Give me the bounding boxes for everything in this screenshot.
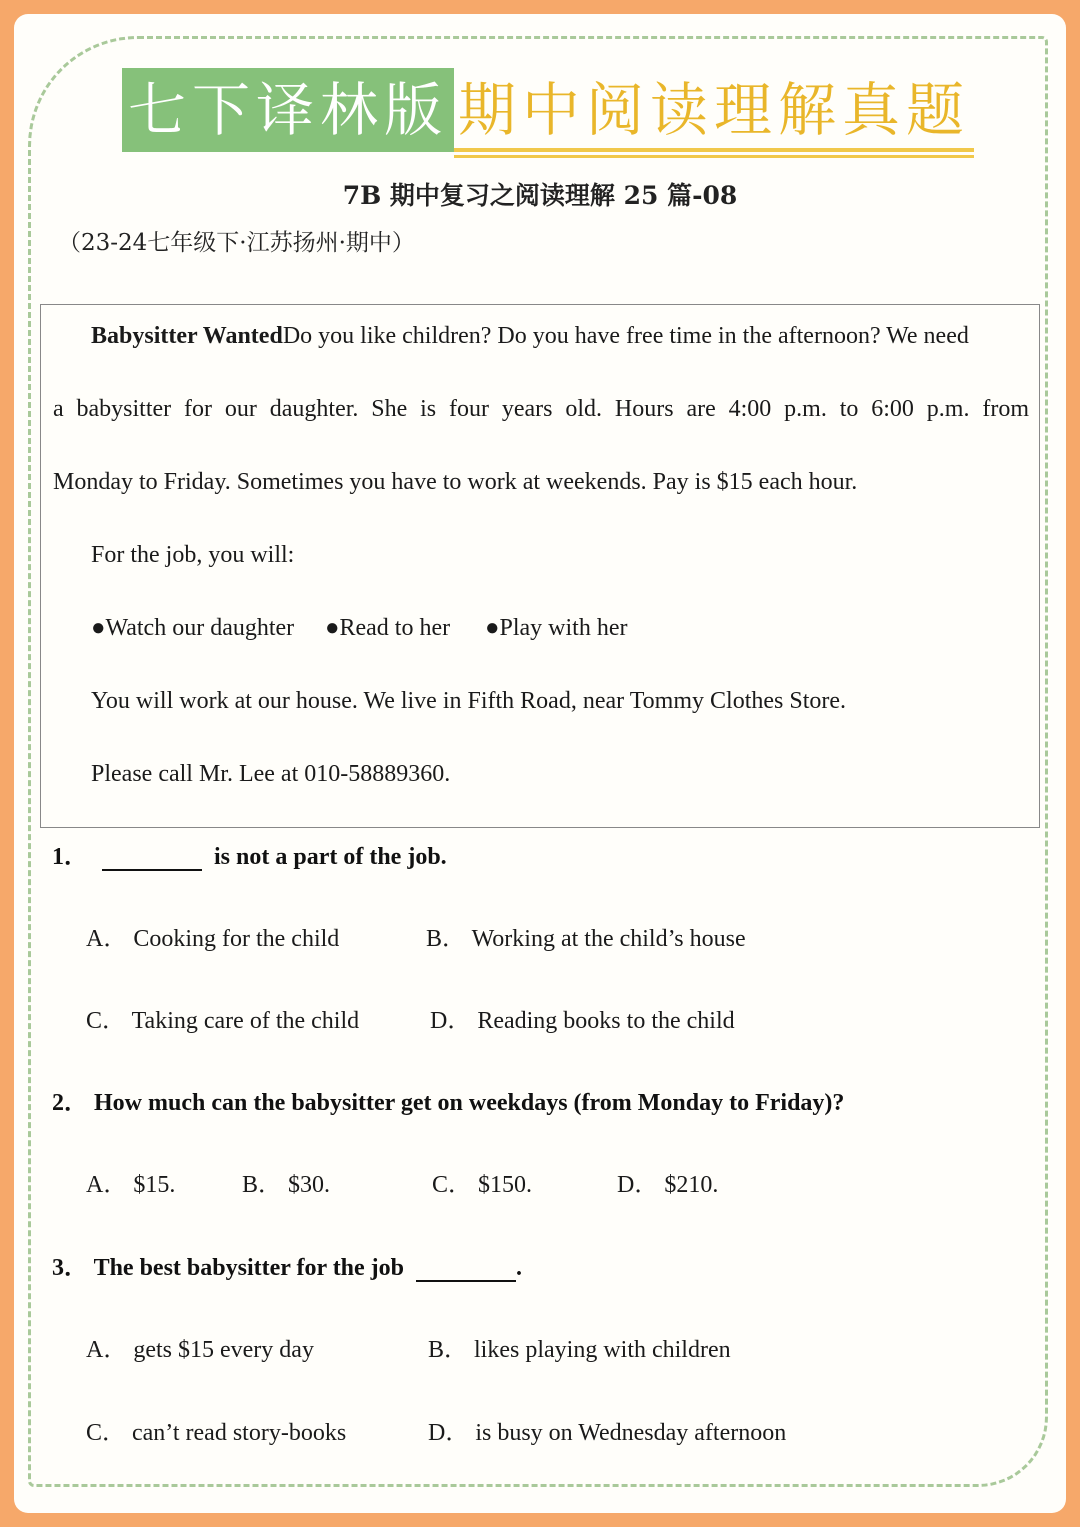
source-label: （23-24七年级下·江苏扬州·期中） — [58, 230, 415, 256]
duty-item: ●Watch our daughter — [91, 615, 295, 641]
title-green-part: 七下译林版 — [122, 68, 454, 152]
option-d[interactable]: D． $210. — [617, 1172, 719, 1198]
option-d[interactable]: D． Reading books to the child — [430, 1008, 735, 1034]
passage-box — [40, 304, 1040, 828]
question-text: is not a part of the job. — [214, 844, 447, 870]
passage-location: You will work at our house. We live in Fifth Road, near Tommy Clothes Store. — [91, 688, 847, 714]
option-a[interactable]: A． Cooking for the child — [86, 926, 340, 952]
question-3 — [52, 1247, 522, 1282]
question-number: 2． — [52, 1090, 88, 1116]
duty-item: ●Play with her — [485, 615, 628, 641]
subtitle: 7B 期中复习之阅读理解 25 篇-08 — [342, 181, 738, 210]
passage-heading: Babysitter Wanted — [91, 323, 283, 349]
passage-line-1-text: Do you like children? Do you have free time in the afternoon? We need — [282, 323, 969, 349]
question-text: The best babysitter for the job — [93, 1255, 405, 1281]
duty-item: ●Read to her — [325, 615, 451, 641]
question-text: How much can the babysitter get on weekdays (from Monday to Friday)? — [94, 1090, 845, 1116]
question-number: 3． — [52, 1255, 88, 1281]
worksheet — [14, 14, 1066, 1513]
passage-line-2: a babysitter for our daughter. She is four years old. Hours are 4:00 p.m. to 6:00 p.m. from — [53, 396, 1029, 422]
option-a[interactable]: A． gets $15 every day — [86, 1337, 314, 1363]
question-number: 1． — [52, 844, 88, 870]
question-1 — [52, 836, 447, 871]
answer-blank[interactable] — [416, 1258, 516, 1282]
question-2 — [52, 1082, 844, 1117]
passage-line-1 — [91, 323, 1027, 350]
answer-blank[interactable] — [102, 847, 202, 871]
option-c[interactable]: C． $150. — [432, 1172, 533, 1198]
page-title — [122, 68, 974, 152]
option-a[interactable]: A． $15. — [86, 1172, 176, 1198]
title-gold-part: 期中阅读理解真题 — [454, 68, 974, 152]
option-b[interactable]: B． Working at the child’s house — [426, 926, 746, 952]
option-c[interactable]: C． can’t read story-books — [86, 1420, 347, 1446]
option-b[interactable]: B． likes playing with children — [428, 1337, 731, 1363]
passage-contact: Please call Mr. Lee at 010-58889360. — [91, 761, 451, 787]
question-tail: . — [516, 1255, 523, 1281]
option-b[interactable]: B． $30. — [242, 1172, 331, 1198]
passage-line-3: Monday to Friday. Sometimes you have to work at weekends. Pay is $15 each hour. — [53, 469, 858, 495]
duties-intro: For the job, you will: — [91, 542, 295, 568]
option-d[interactable]: D． is busy on Wednesday afternoon — [428, 1420, 787, 1446]
option-c[interactable]: C． Taking care of the child — [86, 1008, 360, 1034]
